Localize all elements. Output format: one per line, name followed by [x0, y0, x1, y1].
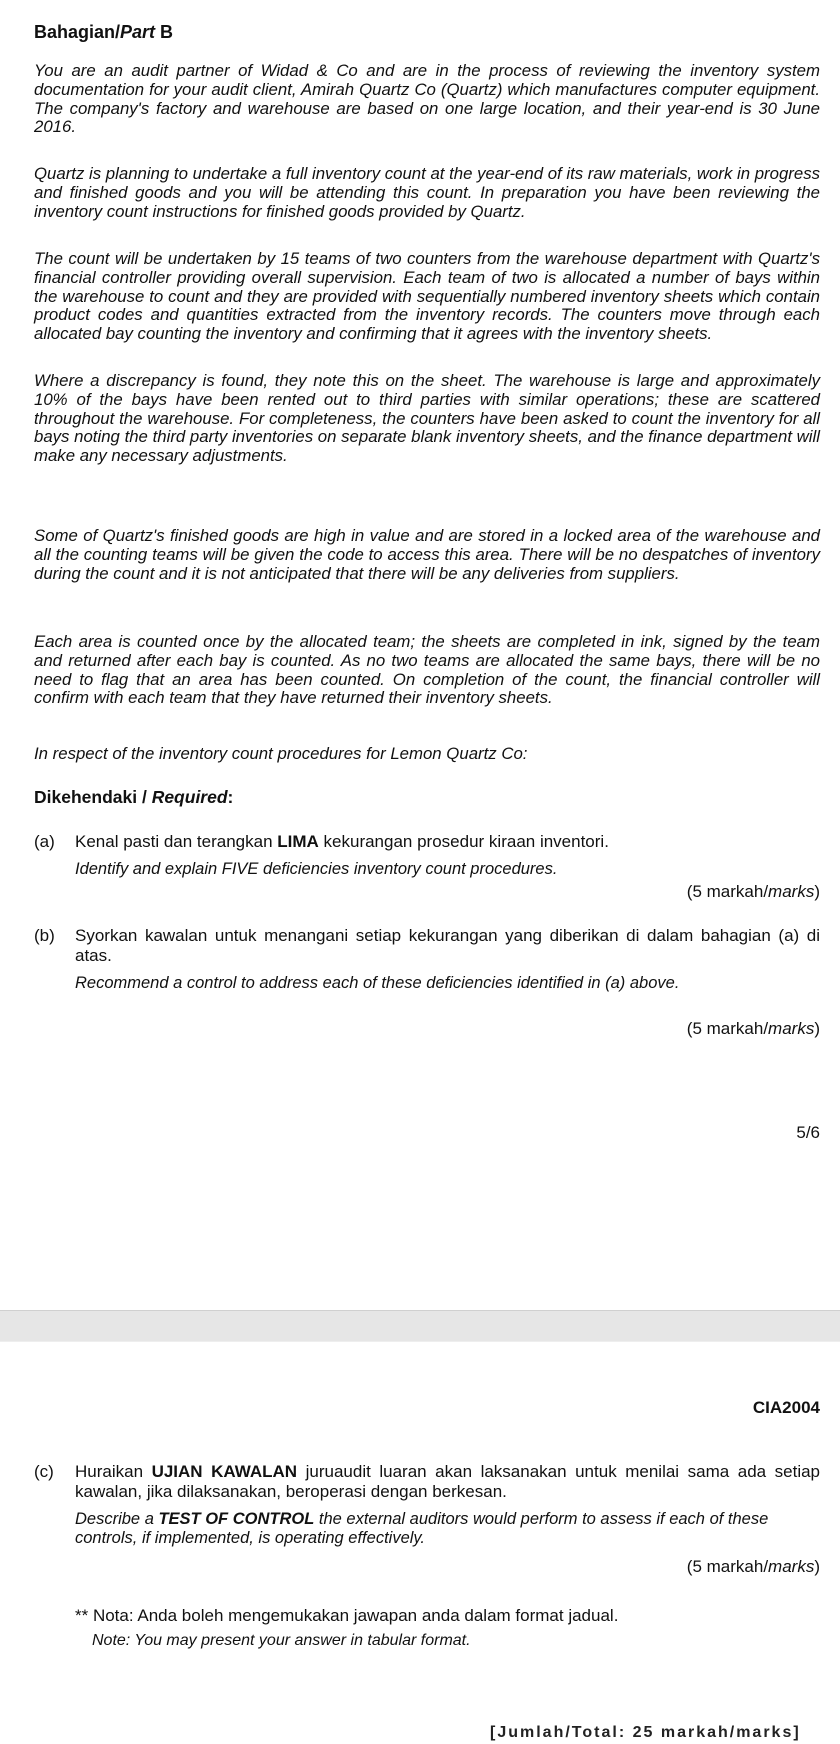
question-a-english: Identify and explain FIVE deficiencies inventory count procedures. — [75, 860, 558, 878]
question-b-marks: (5 markah/marks) — [686, 1019, 820, 1038]
question-a-malay: Kenal pasti dan terangkan LIMA kekurangan prosedur kiraan inventori. — [75, 832, 609, 851]
question-b-malay: Syorkan kawalan untuk menangani setiap kekurangan yang diberikan di dalam bahagian (a) di atas. — [75, 926, 820, 965]
course-code: CIA2004 — [752, 1398, 820, 1417]
paragraph-count-teams: The count will be undertaken by 15 teams of two counters from the warehouse department with Quartz's financial controller providing overall supervision. Each team of two is allocated a number of bays within the warehouse to count and they are provided with sequentially numbered inventory sheets which contain product codes and quantities extracted from the inventory records. The counters move through each allocated bay counting the inventory and confirming that it agrees with the inventory sheets. — [34, 249, 820, 344]
paragraph-intro: You are an audit partner of Widad & Co and are in the process of reviewing the inventory system documentation for your audit client, Amirah Quartz Co (Quartz) which manufactures computer equipment. The company's factory and warehouse are based on one large location, and their year-end is 30 June 2016. — [34, 61, 820, 137]
paragraph-respect: In respect of the inventory count procedures for Lemon Quartz Co: — [34, 744, 528, 763]
page-6 — [0, 1342, 840, 1741]
required-label: Dikehendaki / Required: — [34, 787, 234, 807]
question-c-english: Describe a TEST OF CONTROL the external auditors would perform to assess if each of these controls, if implemented, is operating effectively. — [75, 1510, 769, 1547]
question-a-label: (a) — [34, 832, 55, 851]
page-separator — [0, 1310, 840, 1342]
note-malay: ** Nota: Anda boleh mengemukakan jawapan anda dalam format jadual. — [75, 1606, 619, 1625]
page-number: 5/6 — [796, 1123, 820, 1142]
paragraph-locked-area: Some of Quartz's finished goods are high in value and are stored in a locked area of the warehouse and all the counting teams will be given the code to access this area. There will be no despatches of inventory during the count and it is not anticipated that there will be any deliveries from suppliers. — [34, 526, 820, 583]
question-c-marks: (5 markah/marks) — [686, 1557, 820, 1576]
section-heading: Bahagian/Part B — [34, 22, 174, 42]
paragraph-count-plan: Quartz is planning to undertake a full inventory count at the year-end of its raw materials, work in progress and finished goods and you will be attending this count. In preparation you have been reviewing the inventory count instructions for finished goods provided by Quartz. — [34, 164, 821, 221]
question-a-marks: (5 markah/marks) — [686, 882, 820, 901]
note-english: Note: You may present your answer in tabular format. — [92, 1632, 471, 1649]
question-b-label: (b) — [34, 926, 55, 945]
paragraph-discrepancy: Where a discrepancy is found, they note this on the sheet. The warehouse is large and approximately 10% of the bays have been rented out to third parties with similar operations; these are scattered throughout the warehouse. For completeness, the counters have been asked to count the inventory for all bays noting the third party inventories on separate blank inventory sheets, and the finance department will make any necessary adjustments. — [34, 371, 820, 466]
paragraph-sheets: Each area is counted once by the allocated team; the sheets are completed in ink, signed by the team and returned after each bay is counted. As no two teams are allocated the same bays, there will be no need to flag that an area has been counted. On completion of the count, the financial controller will confirm with each team that they have returned their inventory sheets. — [34, 632, 820, 708]
question-b-english: Recommend a control to address each of these deficiencies identified in (a) above. — [75, 974, 680, 992]
question-c-label: (c) — [34, 1462, 54, 1481]
clipped-total-footer: [Jumlah/Total: 25 markah/marks] — [490, 1724, 801, 1741]
question-c-malay: Huraikan UJIAN KAWALAN juruaudit luaran akan laksanakan untuk menilai sama ada setiap kawalan, jika dilaksanakan, beroperasi dengan berkesan. — [75, 1462, 821, 1501]
